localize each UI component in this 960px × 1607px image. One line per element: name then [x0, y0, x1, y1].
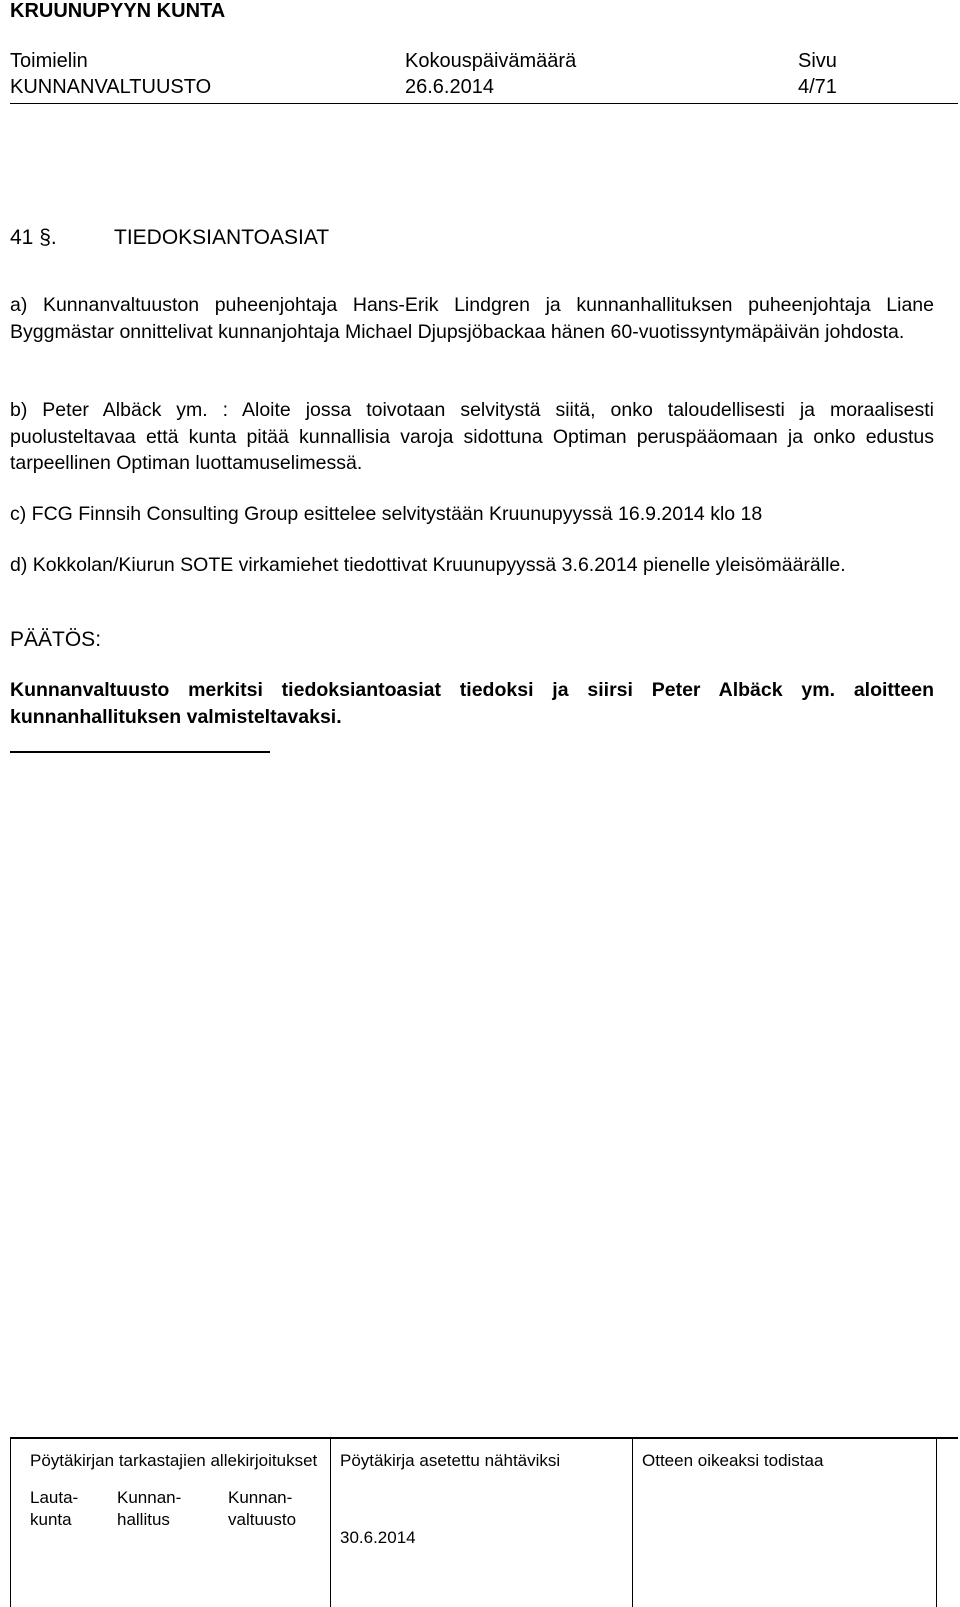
posted-date: 30.6.2014	[340, 1528, 416, 1547]
item-a: a) Kunnanvaltuuston puheenjohtaja Hans-Erik Lindgren ja kunnanhallituksen puheenjohtaja Liane Byggmästar onnittelivat kunnanjohtaja Michael Djupsjöbackaa hänen 60-vuotissyntymäpäivän johdosta.	[10, 294, 934, 343]
meeting-date: 26.6.2014	[405, 76, 494, 98]
body-value: KUNNANVALTUUSTO	[10, 76, 212, 98]
footer-border	[936, 1439, 937, 1607]
executive-board-signature-label: Kunnan- hallitus	[117, 1488, 182, 1529]
posted-heading: Pöytäkirja asetettu nähtäviksi	[340, 1451, 561, 1470]
board-signature-label: Lauta- kunta	[30, 1488, 79, 1529]
header-divider	[10, 103, 958, 104]
item-d: d) Kokkolan/Kiurun SOTE virkamiehet tiedottivat Kruunupyyssä 3.6.2014 pienelle yleisömäärälle.	[10, 554, 846, 576]
footer-border	[10, 1439, 11, 1607]
signatures-heading: Pöytäkirjan tarkastajien allekirjoitukset	[30, 1451, 318, 1470]
page-label: Sivu	[798, 50, 837, 72]
end-divider	[10, 751, 270, 753]
organization-name: KRUUNUPYYN KUNTA	[10, 0, 226, 22]
body-label: Toimielin	[10, 50, 88, 72]
certified-heading: Otteen oikeaksi todistaa	[642, 1451, 824, 1470]
page-number: 4/71	[798, 76, 837, 98]
council-signature-label: Kunnan- valtuusto	[228, 1488, 297, 1529]
footer-divider	[632, 1439, 633, 1607]
section-title: TIEDOKSIANTOASIAT	[114, 226, 330, 249]
item-b: b) Peter Albäck ym. : Aloite jossa toivotaan selvitystä siitä, onko taloudellisesti ja moraalisesti puolusteltavaa että kunta pitää kunnallisia varoja sidottuna Optiman peruspääomaan ja onko edustus tarpeellinen Optiman luottamuselimessä.	[10, 399, 934, 474]
decision-heading: PÄÄTÖS:	[10, 628, 102, 651]
date-label: Kokouspäivämäärä	[405, 50, 577, 72]
footer-table	[10, 1437, 958, 1607]
item-c: c) FCG Finnsih Consulting Group esittelee selvitystään Kruunupyyssä 16.9.2014 klo 18	[10, 503, 763, 525]
decision-text: Kunnanvaltuusto merkitsi tiedoksiantoasiat tiedoksi ja siirsi Peter Albäck ym. aloitteen kunnanhallituksen valmisteltavaksi.	[10, 679, 934, 728]
section-heading	[10, 226, 329, 250]
section-number: 41 §.	[10, 226, 57, 249]
footer-divider	[330, 1439, 331, 1607]
